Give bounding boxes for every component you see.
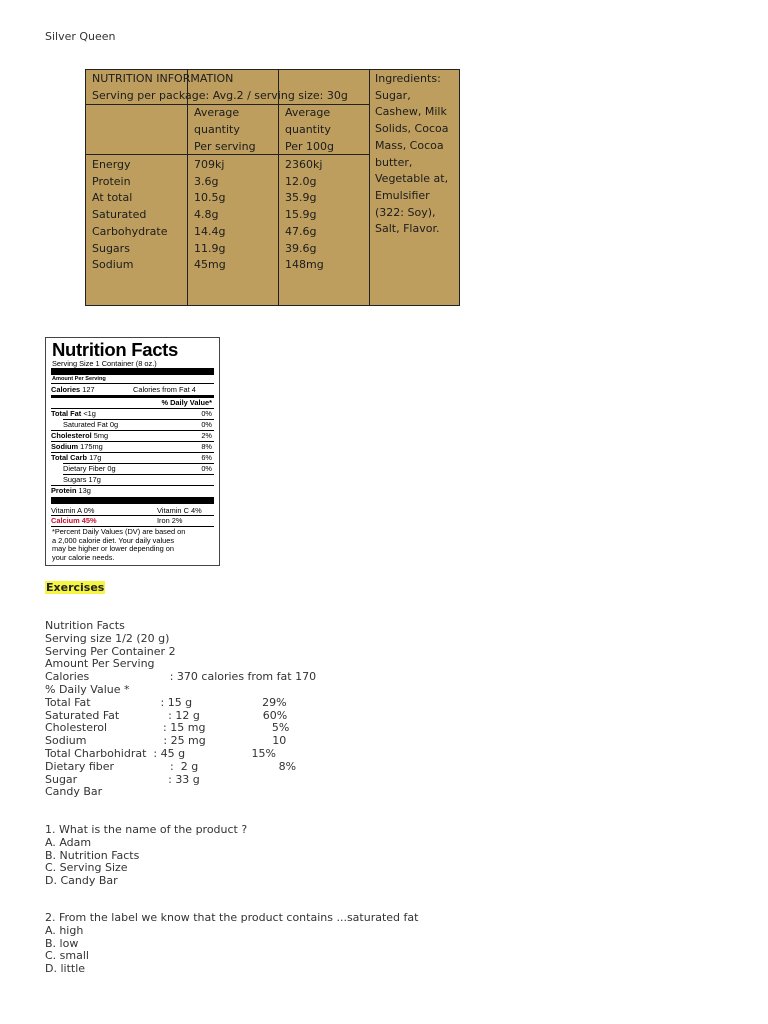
footnote-line: may be higher or lower depending on bbox=[52, 544, 175, 553]
nutrient-name: Saturated Fat bbox=[63, 420, 108, 429]
footnote-line: a 2,000 calorie diet. Your daily values bbox=[52, 535, 175, 545]
table-title: NUTRITION INFORMATION bbox=[92, 72, 234, 85]
nutrient-row bbox=[51, 408, 214, 419]
nutrient-name: Protein bbox=[92, 174, 131, 188]
serving-header-line: quantity bbox=[194, 123, 240, 136]
nutrient-amount: <1g bbox=[83, 409, 96, 418]
thick-rule bbox=[51, 368, 214, 375]
ingredient-line: Mass, Cocoa bbox=[375, 138, 444, 152]
question-line: C. small bbox=[45, 949, 89, 963]
nutrient-name: Sodium bbox=[92, 258, 134, 272]
iron: Iron 2% bbox=[157, 516, 183, 525]
nutrient-name: At total bbox=[92, 191, 133, 205]
ingredient-line: butter, bbox=[375, 155, 413, 169]
nutrient-name: Energy bbox=[92, 158, 131, 171]
nutrient-name: Carbohydrate bbox=[92, 224, 168, 238]
thick-rule bbox=[51, 497, 214, 504]
ingredient-line: Cashew, Milk bbox=[375, 105, 447, 119]
calcium: Calcium 45% bbox=[51, 516, 97, 525]
exercise-line: Candy Bar bbox=[45, 785, 103, 799]
exercise-line: Total Charbohidrat : 45 g 15% bbox=[45, 746, 276, 760]
nutrient-row bbox=[51, 441, 214, 452]
per-serving-value: 14.4g bbox=[194, 224, 226, 238]
ingredient-line: Vegetable at, bbox=[375, 172, 449, 186]
serving-line: Serving per package: Avg.2 / serving size: 30g bbox=[92, 89, 348, 102]
per-serving-value: 4.8g bbox=[194, 208, 219, 222]
nutrient-row bbox=[51, 474, 214, 485]
column-divider bbox=[187, 70, 188, 305]
footnote bbox=[52, 528, 185, 562]
nutrition-information-table bbox=[85, 69, 460, 306]
question-2 bbox=[45, 912, 418, 976]
per100-header-line: Per 100g bbox=[285, 140, 335, 153]
per-100g-value: 15.9g bbox=[285, 208, 317, 222]
nutrient-label-group bbox=[63, 474, 101, 485]
document-title: Silver Queen bbox=[45, 30, 116, 43]
question-line: C. Serving Size bbox=[45, 861, 128, 875]
daily-value-percent: 0% bbox=[201, 409, 212, 418]
nutrient-name: Dietary Fiber bbox=[63, 464, 106, 473]
per-100g-value: 12.0g bbox=[285, 174, 317, 188]
question-line: B. Nutrition Facts bbox=[45, 848, 140, 862]
question-line: 2. From the label we know that the product contains ...saturated fat bbox=[45, 911, 419, 924]
per-serving-value: 10.5g bbox=[194, 191, 226, 205]
serving-header-line: Average bbox=[194, 106, 240, 119]
amount-per-serving: Amount Per Serving bbox=[52, 376, 106, 382]
serving-header-line: Per serving bbox=[194, 140, 256, 153]
exercise-line: Serving Per Container 2 bbox=[45, 644, 176, 658]
exercise-line: Cholesterol : 15 mg 5% bbox=[45, 721, 290, 735]
calories-value: 127 bbox=[82, 385, 95, 394]
ingredient-line: (322: Soy), bbox=[375, 205, 436, 219]
daily-value-header: % Daily Value* bbox=[161, 398, 212, 407]
per-100g-value: 47.6g bbox=[285, 224, 317, 238]
nutrient-row bbox=[51, 430, 214, 441]
per-serving-value: 709kj bbox=[194, 158, 225, 171]
nutrient-row bbox=[51, 419, 214, 430]
nutrient-amount: 0g bbox=[107, 464, 116, 473]
nutrient-name: Sodium bbox=[51, 442, 79, 451]
column-divider bbox=[369, 70, 370, 305]
calories-from-fat: Calories from Fat 4 bbox=[133, 385, 196, 394]
nutrient-name: Protein bbox=[51, 486, 77, 495]
nutrient-amount: 0g bbox=[109, 420, 119, 429]
nutrient-label-group bbox=[63, 419, 118, 430]
footnote-line: *Percent Daily Values (DV) are based on bbox=[52, 527, 186, 536]
exercise-nutrition-facts bbox=[45, 620, 316, 799]
label-title: Nutrition Facts bbox=[52, 339, 179, 360]
exercises-heading: Exercises bbox=[46, 581, 105, 594]
daily-value-percent: 0% bbox=[201, 420, 212, 429]
nutrient-name: Total Carb bbox=[51, 453, 87, 462]
question-line: A. high bbox=[45, 923, 84, 937]
vitamin-c: Vitamin C 4% bbox=[157, 506, 202, 515]
nutrient-name: Sugars bbox=[92, 241, 130, 255]
daily-value-percent: 8% bbox=[201, 442, 212, 451]
nutrient-amount: 17g bbox=[89, 453, 102, 462]
calories-label: Calories bbox=[51, 385, 81, 394]
daily-value-percent: 6% bbox=[201, 453, 212, 462]
nutrient-amount: 13g bbox=[78, 486, 91, 495]
footnote-line: your calorie needs. bbox=[52, 552, 115, 562]
daily-value-percent: 2% bbox=[201, 431, 212, 440]
nutrient-label-group bbox=[51, 452, 101, 463]
nutrient-label-group bbox=[51, 485, 91, 496]
nutrient-name: Total Fat bbox=[51, 409, 82, 418]
serving-size: Serving Size 1 Container (8 oz.) bbox=[52, 359, 157, 368]
per100-header-line: quantity bbox=[285, 123, 331, 136]
nutrient-label-group bbox=[51, 408, 96, 419]
ingredient-line: Emulsifier bbox=[375, 188, 430, 202]
per-serving-value: 45mg bbox=[194, 258, 226, 272]
question-line: A. Adam bbox=[45, 835, 92, 849]
per-100g-value: 2360kj bbox=[285, 158, 323, 171]
nutrient-amount: 17g bbox=[88, 475, 101, 484]
nutrient-label-group bbox=[63, 463, 116, 474]
per100-header-line: Average bbox=[285, 106, 331, 119]
nutrition-facts-label bbox=[45, 337, 220, 566]
question-line: B. low bbox=[45, 936, 79, 950]
ingredient-line: Sugar, bbox=[375, 88, 411, 102]
exercise-line: Total Fat : 15 g 29% bbox=[45, 695, 287, 709]
nutrient-name: Cholesterol bbox=[51, 431, 92, 440]
nutrient-label-group bbox=[51, 430, 108, 441]
per-serving-value: 11.9g bbox=[194, 241, 226, 255]
ingredient-line: Solids, Cocoa bbox=[375, 122, 449, 136]
exercise-line: Calories : 370 calories from fat 170 bbox=[45, 670, 317, 684]
nutrient-row bbox=[51, 463, 214, 474]
ingredient-line: Ingredients: bbox=[375, 72, 441, 85]
nutrient-row bbox=[51, 485, 214, 496]
question-line: 1. What is the name of the product ? bbox=[45, 823, 248, 836]
nutrient-amount: 5mg bbox=[93, 431, 109, 440]
exercise-line: Serving size 1/2 (20 g) bbox=[45, 631, 170, 645]
nutrient-name: Sugars bbox=[63, 475, 87, 484]
column-divider bbox=[278, 70, 279, 305]
per-100g-value: 148mg bbox=[285, 258, 324, 272]
nutrient-row bbox=[51, 452, 214, 463]
vitamin-a: Vitamin A 0% bbox=[51, 506, 95, 515]
ingredient-line: Salt, Flavor. bbox=[375, 222, 440, 236]
exercise-line: Nutrition Facts bbox=[45, 619, 125, 632]
exercise-line: Dietary fiber : 2 g 8% bbox=[45, 759, 297, 773]
per-100g-value: 39.6g bbox=[285, 241, 317, 255]
question-line: D. little bbox=[45, 962, 86, 976]
nutrient-label-group bbox=[51, 441, 103, 452]
per-serving-value: 3.6g bbox=[194, 174, 219, 188]
nutrient-name: Saturated bbox=[92, 208, 147, 222]
question-line: D. Candy Bar bbox=[45, 874, 118, 888]
question-1 bbox=[45, 824, 247, 888]
exercise-line: Amount Per Serving bbox=[45, 657, 155, 671]
exercise-line: % Daily Value * bbox=[45, 682, 130, 696]
nutrient-amount: 175mg bbox=[80, 442, 103, 451]
exercise-line: Sodium : 25 mg 10 bbox=[45, 734, 287, 748]
exercise-line: Sugar : 33 g bbox=[45, 772, 200, 786]
daily-value-percent: 0% bbox=[201, 464, 212, 473]
exercise-line: Saturated Fat : 12 g 60% bbox=[45, 708, 288, 722]
per-100g-value: 35.9g bbox=[285, 191, 317, 205]
